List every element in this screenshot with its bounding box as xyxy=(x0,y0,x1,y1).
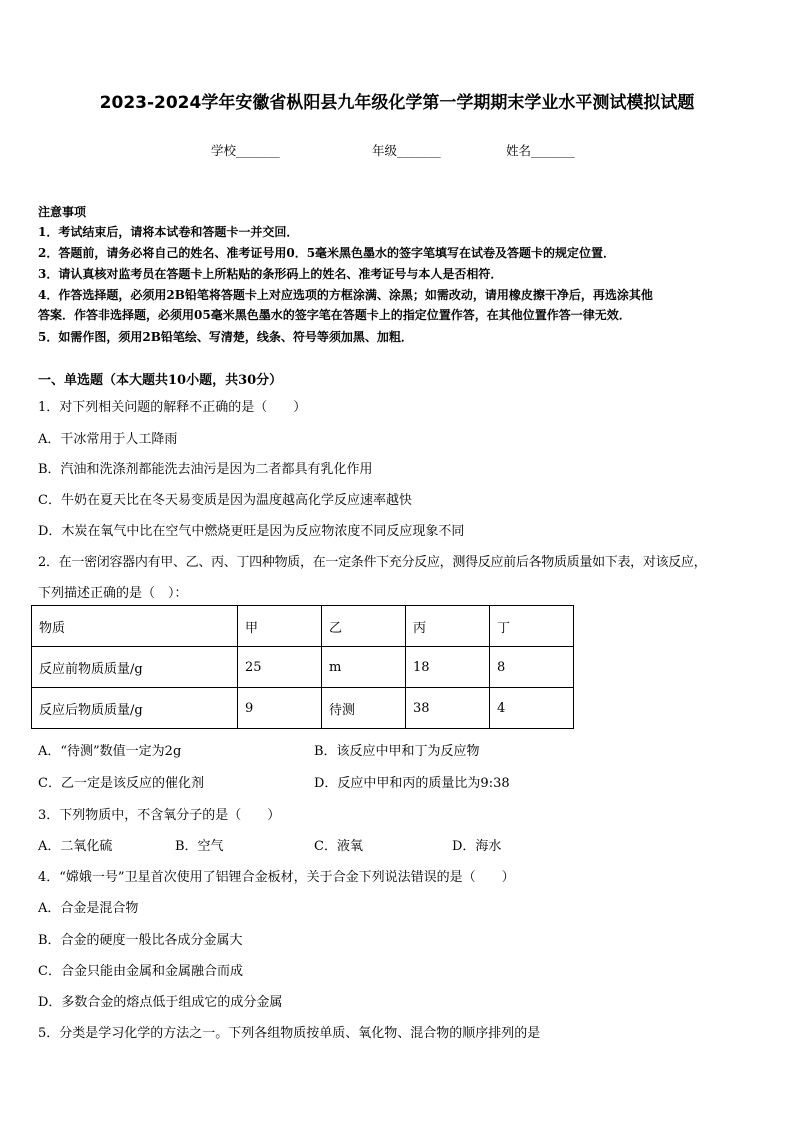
table-cell: 乙 xyxy=(322,606,406,647)
q1-option-b: B．汽油和洗涤剂都能洗去油污是因为二者都具有乳化作用 xyxy=(38,462,373,477)
q3-option-a: A．二氧化硫 xyxy=(38,839,113,854)
table-cell: 9 xyxy=(238,688,322,729)
q1-option-c: C．牛奶在夏天比在冬天易变质是因为温度越高化学反应速率越快 xyxy=(38,493,412,508)
school-field: 学校_______ xyxy=(211,143,280,158)
question-2-stem: 2．在一密闭容器内有甲、乙、丙、丁四种物质，在一定条件下充分反应，测得反应前后各物质质量如下表，对该反应， xyxy=(38,555,707,570)
table-cell: 38 xyxy=(406,688,490,729)
q4-option-b: B．合金的硬度一般比各成分金属大 xyxy=(38,933,243,948)
q2-option-b: B．该反应中甲和丁为反应物 xyxy=(314,744,480,759)
q1-option-a: A．干冰常用于人工降雨 xyxy=(38,432,178,447)
notice-item: 4．作答选择题，必须用2B铅笔将答题卡上对应选项的方框涂满、涂黑；如需改动，请用橡皮擦干净后，再选涂其他 xyxy=(38,288,653,302)
question-2-stem-cont: 下列描述正确的是（ ）： xyxy=(38,586,188,601)
table-header-row xyxy=(32,606,574,647)
page-title: 2023-2024学年安徽省枞阳县九年级化学第一学期期末学业水平测试模拟试题 xyxy=(99,93,695,113)
table-cell: 反应前物质质量/g xyxy=(32,647,238,688)
question-1-stem: 1．对下列相关问题的解释不正确的是（ ） xyxy=(38,400,307,415)
table-row xyxy=(32,688,574,729)
table-cell: 甲 xyxy=(238,606,322,647)
q2-option-d: D．反应中甲和丙的质量比为9:38 xyxy=(314,776,510,791)
q3-option-d: D．海水 xyxy=(452,839,502,854)
q4-option-a: A．合金是混合物 xyxy=(38,901,139,916)
notice-item: 答案．作答非选择题，必须用05毫米黑色墨水的签字笔在答题卡上的指定位置作答，在其他位置作答一律无效． xyxy=(38,308,631,322)
table-cell: 反应后物质质量/g xyxy=(32,688,238,729)
table-cell: 25 xyxy=(238,647,322,688)
question-3-stem: 3．下列物质中，不含氧分子的是（ ） xyxy=(38,808,281,823)
table-cell: 丁 xyxy=(490,606,574,647)
notice-item: 5．如需作图，须用2B铅笔绘、写清楚，线条、符号等须加黑、加粗． xyxy=(38,330,413,344)
name-field: 姓名_______ xyxy=(506,143,575,158)
section-heading: 一、单选题（本大题共10小题，共30分） xyxy=(38,373,283,388)
notice-item: 3．请认真核对监考员在答题卡上所粘贴的条形码上的姓名、准考证号与本人是否相符． xyxy=(38,267,503,281)
notice-item: 1．考试结束后，请将本试卷和答题卡一并交回． xyxy=(38,225,299,239)
mass-table xyxy=(31,605,574,729)
question-4-stem: 4．“嫦娥一号”卫星首次使用了铝锂合金板材，关于合金下列说法错误的是（ ） xyxy=(38,870,515,885)
table-cell: 18 xyxy=(406,647,490,688)
q4-option-c: C．合金只能由金属和金属融合而成 xyxy=(38,964,243,979)
q1-option-d: D．木炭在氧气中比在空气中燃烧更旺是因为反应物浓度不同反应现象不同 xyxy=(38,524,465,539)
q2-option-c: C．乙一定是该反应的催化剂 xyxy=(38,776,204,791)
table-row xyxy=(32,647,574,688)
table-cell: 待测 xyxy=(322,688,406,729)
grade-field: 年级_______ xyxy=(372,143,441,158)
q4-option-d: D．多数合金的熔点低于组成它的成分金属 xyxy=(38,995,283,1010)
question-5-stem: 5．分类是学习化学的方法之一。下列各组物质按单质、氧化物、混合物的顺序排列的是 xyxy=(38,1026,541,1041)
q2-option-a: A．“待测”数值一定为2g xyxy=(38,744,182,759)
table-cell: m xyxy=(322,647,406,688)
notice-heading: 注意事项 xyxy=(38,205,87,219)
notice-item: 2．答题前，请务必将自己的姓名、准考证号用0．5毫米黑色墨水的签字笔填写在试卷及答题卡的规定位置． xyxy=(38,246,616,260)
q3-option-c: C．液氧 xyxy=(314,839,363,854)
table-cell: 4 xyxy=(490,688,574,729)
q3-option-b: B．空气 xyxy=(175,839,224,854)
table-cell: 物质 xyxy=(32,606,238,647)
table-cell: 8 xyxy=(490,647,574,688)
table-cell: 丙 xyxy=(406,606,490,647)
